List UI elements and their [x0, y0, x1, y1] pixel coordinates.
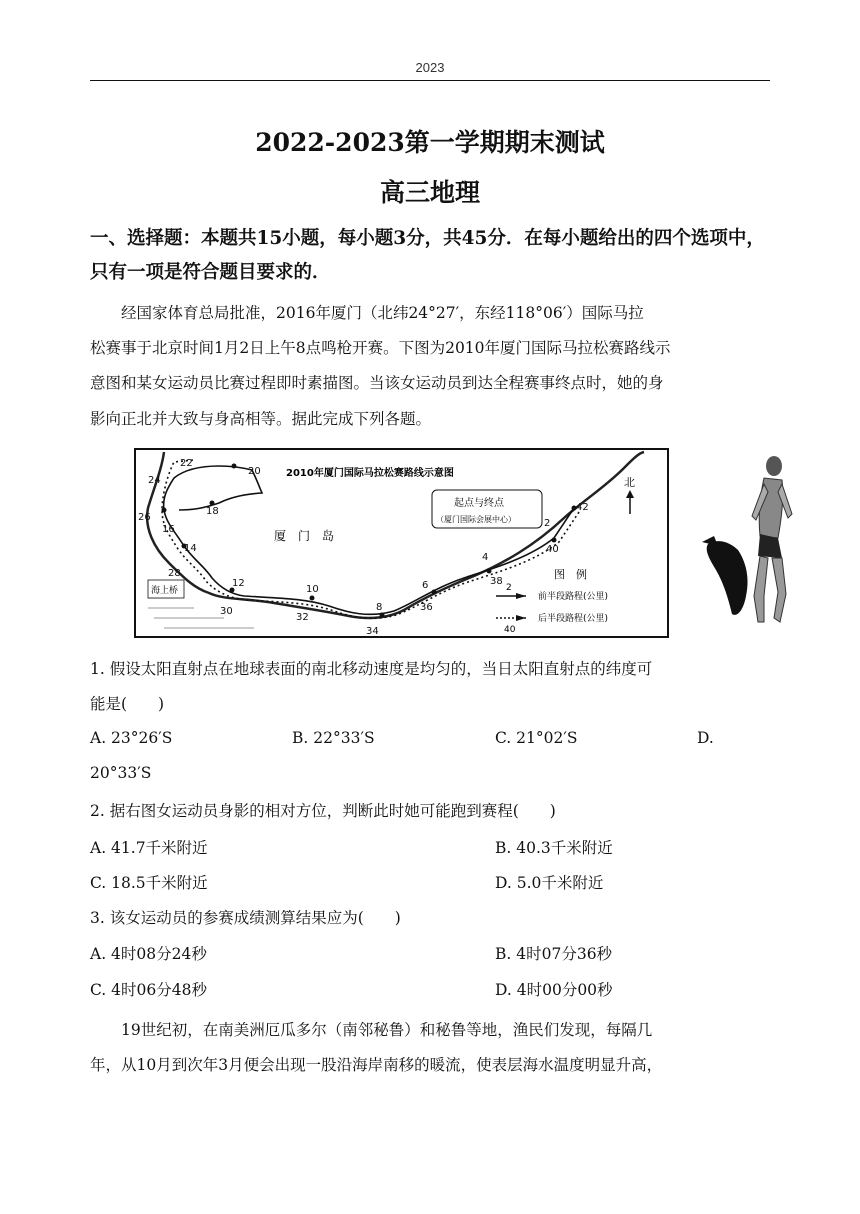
north-label: 北 — [624, 476, 635, 489]
bridge-label: 海上桥 — [151, 586, 179, 596]
q2-option-b: B. 40.3千米附近 — [495, 839, 613, 857]
legend-num-2: 40 — [504, 625, 516, 635]
page-header: 2023 — [415, 60, 445, 75]
intro-line-3: 意图和某女运动员比赛过程即时素描图。当该女运动员到达全程赛事终点时，她的身 — [90, 374, 664, 392]
q1-option-d: D. — [697, 729, 714, 747]
km-38: 38 — [490, 576, 503, 587]
km-12: 12 — [232, 578, 245, 589]
km-20: 20 — [248, 466, 261, 477]
q1-stem-line1: 1. 假设太阳直射点在地球表面的南北移动速度是均匀的，当日太阳直射点的纬度可 — [90, 660, 653, 678]
intro-line-1: 经国家体育总局批准，2016年厦门（北纬24°27′，东经118°06′）国际马拉 — [121, 304, 644, 322]
legend-first-half: 前半段路程(公里) — [538, 592, 609, 602]
exam-subject: 高三地理 — [379, 178, 480, 207]
km-14: 14 — [184, 543, 197, 554]
legend-num-1: 2 — [506, 583, 512, 593]
km-8: 8 — [376, 602, 383, 613]
q2-stem: 2. 据右图女运动员身影的相对方位，判断此时她可能跑到赛程( ) — [90, 802, 556, 820]
km-4: 4 — [482, 552, 489, 563]
map-title: 2010年厦门国际马拉松赛路线示意图 — [286, 468, 454, 479]
exam-title: 2022-2023第一学期期末测试 — [255, 128, 605, 157]
legend-title: 图 例 — [554, 568, 587, 581]
q2-option-a: A. 41.7千米附近 — [90, 839, 208, 857]
km-18: 18 — [206, 506, 219, 517]
marathon-route-map — [134, 448, 669, 638]
q3-option-a: A. 4时08分24秒 — [90, 945, 207, 963]
km-32: 32 — [296, 612, 309, 623]
q1-stem-line2: 能是( ) — [90, 695, 165, 713]
intro-line-4: 影向正北并大致与身高相等。据此完成下列各题。 — [90, 410, 432, 428]
para2-line-2: 年，从10月到次年3月便会出现一股沿海岸南移的暖流，使表层海水温度明显升高， — [90, 1056, 663, 1074]
para2-line-1: 19世纪初，在南美洲厄瓜多尔（南邻秘鲁）和秘鲁等地，渔民们发现，每隔几 — [121, 1021, 653, 1039]
km-16: 16 — [162, 524, 175, 535]
q1-option-c: C. 21°02′S — [495, 729, 578, 747]
q1-option-d-value: 20°33′S — [90, 764, 152, 782]
km-26: 26 — [138, 512, 151, 523]
km-2: 2 — [544, 518, 551, 529]
q3-option-c: C. 4时06分48秒 — [90, 981, 207, 999]
q3-option-b: B. 4时07分36秒 — [495, 945, 613, 963]
km-22: 22 — [180, 458, 193, 469]
q1-option-b: B. 22°33′S — [292, 729, 375, 747]
legend-second-half: 后半段路程(公里) — [538, 614, 609, 624]
q3-stem: 3. 该女运动员的参赛成绩测算结果应为( ) — [90, 909, 401, 927]
q1-option-a: A. 23°26′S — [90, 729, 173, 747]
km-42: 42 — [576, 502, 589, 513]
section-heading: 一、选择题：本题共15小题，每小题3分，共45分．在每小题给出的四个选项中，只有一项是符合题目要求的． — [90, 228, 765, 283]
start-finish-venue: （厦门国际会展中心） — [436, 515, 516, 524]
km-6: 6 — [422, 580, 429, 591]
start-finish-label: 起点与终点 — [454, 498, 504, 509]
km-34: 34 — [366, 626, 379, 637]
q2-option-d: D. 5.0千米附近 — [495, 874, 604, 892]
km-36: 36 — [420, 602, 433, 613]
q2-option-c: C. 18.5千米附近 — [90, 874, 208, 892]
runner-sketch — [698, 446, 798, 638]
km-10: 10 — [306, 584, 319, 595]
island-label: 厦 门 岛 — [274, 529, 335, 543]
intro-line-2: 松赛事于北京时间1月2日上午8点鸣枪开赛。下图为2010年厦门国际马拉松赛路线示 — [90, 339, 671, 357]
q3-option-d: D. 4时00分00秒 — [495, 981, 613, 999]
km-24: 24 — [148, 475, 161, 486]
km-30: 30 — [220, 606, 233, 617]
km-28: 28 — [168, 568, 181, 579]
km-40: 40 — [546, 544, 559, 555]
header-rule — [90, 80, 770, 81]
